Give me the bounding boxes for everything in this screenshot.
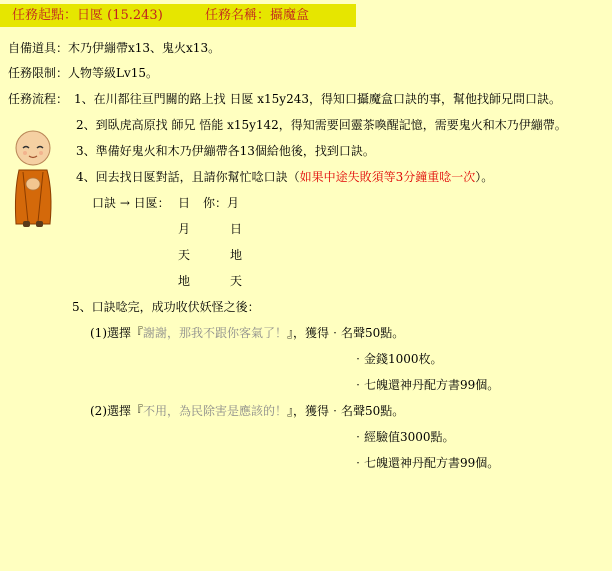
quest-header-bar [0, 4, 356, 27]
choice-2-suffix: 』，獲得‧名聲50點。 [287, 404, 405, 418]
step-5: 5、口訣唸完，成功收伏妖怪之後： [72, 300, 260, 314]
chant-left-1: 日 [178, 196, 191, 210]
step-4-warning: 如果中途失敗須等3分鐘重唸一次 [299, 170, 476, 184]
quest-start-label: 任務起點：日匽 (15.243) [12, 8, 163, 23]
quest-flow-label: 任務流程： [8, 92, 69, 106]
required-items-line: 自備道具：木乃伊繃帶x13、鬼火x13。 [8, 41, 221, 55]
chant-label: 口訣 → 日匽： [92, 196, 170, 210]
quest-name-label: 任務名稱：攝魔盒 [205, 8, 310, 23]
choice-2-prefix: (2)選擇『 [90, 404, 143, 418]
chant-left-3: 天 [178, 248, 191, 262]
choice-1-suffix: 』，獲得‧名聲50點。 [287, 326, 405, 340]
choice-2-reward-1: ‧經驗值3000點。 [352, 430, 455, 444]
chant-right-3: 地 [230, 248, 243, 262]
chant-left-4: 地 [178, 274, 191, 288]
chant-right-1: 你：月 [203, 196, 240, 210]
chant-right-2: 日 [230, 222, 243, 236]
monk-character-icon [10, 126, 56, 230]
choice-1-reward-1: ‧金錢1000枚。 [352, 352, 443, 366]
quest-limit-line: 任務限制：人物等級Lv15。 [8, 66, 159, 80]
choice-2-quote: 不用，為民除害是應該的！ [143, 404, 288, 418]
step-3: 3、準備好鬼火和木乃伊繃帶各13個給他後，找到口訣。 [76, 144, 375, 158]
step-4-end: ）。 [475, 170, 494, 184]
choice-1-quote: 謝謝，那我不跟你客氣了！ [143, 326, 288, 340]
chant-left-2: 月 [178, 222, 191, 236]
choice-2-reward-2: ‧七魄還神丹配方書99個。 [352, 456, 500, 470]
choice-2 [90, 403, 404, 419]
step-4 [76, 169, 493, 185]
step-4-text: 4、回去找日匽對話，且請你幫忙唸口訣（ [76, 170, 300, 184]
chant-right-4: 天 [230, 274, 243, 288]
step-2: 2、到臥虎高原找 師兄 悟能 x15y142，得知需要回靈茶喚醒記憶，需要鬼火和木乃伊繃帶。 [76, 118, 567, 132]
choice-1 [90, 325, 404, 341]
choice-1-reward-2: ‧七魄還神丹配方書99個。 [352, 378, 500, 392]
step-1: 1、在川都往亘門關的路上找 日匽 x15y243，得知口攝魔盒口訣的事，幫他找師兄問口訣。 [74, 92, 561, 106]
choice-1-prefix: (1)選擇『 [90, 326, 143, 340]
